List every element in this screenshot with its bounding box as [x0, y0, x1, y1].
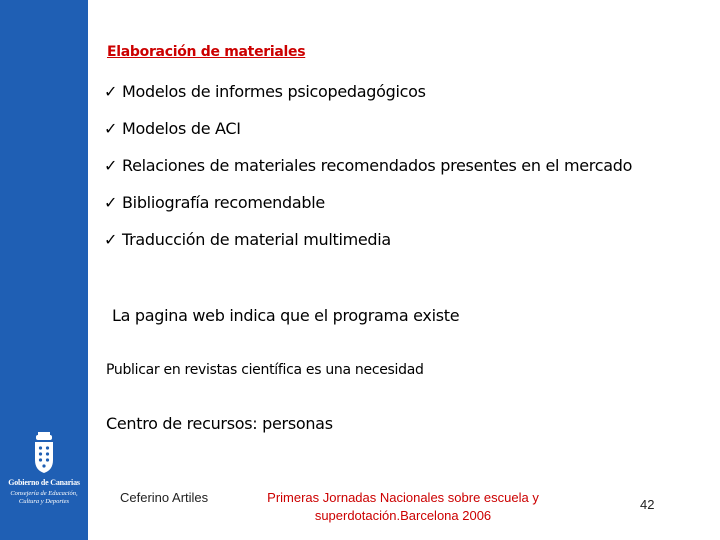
bullet-text: Traducción de material multimedia — [122, 230, 391, 249]
bullet-item — [104, 230, 632, 267]
paragraph-website: La pagina web indica que el programa existe — [112, 306, 460, 325]
logo-dept-line1: Consejería de Educación, — [10, 490, 78, 497]
check-icon: ✓ — [104, 193, 118, 212]
check-icon: ✓ — [104, 82, 118, 101]
logo-department — [6, 490, 82, 506]
check-icon: ✓ — [104, 119, 118, 138]
footer-event — [248, 489, 558, 525]
footer-event-line1: Primeras Jornadas Nacionales sobre escuela y — [267, 490, 539, 505]
government-logo — [6, 432, 82, 532]
footer-author: Ceferino Artiles — [120, 490, 209, 505]
sidebar — [0, 0, 88, 540]
logo-org-name: Gobierno de Canarias — [8, 478, 80, 487]
coat-of-arms-icon — [31, 432, 57, 474]
bullet-item — [104, 156, 632, 193]
slide-title: Elaboración de materiales — [107, 44, 306, 60]
bullet-text: Bibliografía recomendable — [122, 193, 325, 212]
check-icon: ✓ — [104, 230, 118, 249]
bullet-item — [104, 193, 632, 230]
paragraph-resource-center: Centro de recursos: personas — [106, 414, 333, 433]
page-number: 42 — [640, 497, 655, 512]
footer-event-line2: superdotación.Barcelona 2006 — [314, 508, 492, 523]
check-icon: ✓ — [104, 156, 118, 175]
bullet-item — [104, 119, 632, 156]
bullet-text: Relaciones de materiales recomendados presentes en el mercado — [122, 156, 633, 175]
bullet-text: Modelos de ACI — [122, 119, 241, 138]
bullet-item — [104, 82, 632, 119]
bullet-text: Modelos de informes psicopedagógicos — [122, 82, 426, 101]
bullet-list — [104, 82, 632, 267]
paragraph-journals: Publicar en revistas científica es una necesidad — [106, 362, 424, 378]
logo-dept-line2: Cultura y Deportes — [18, 498, 70, 505]
